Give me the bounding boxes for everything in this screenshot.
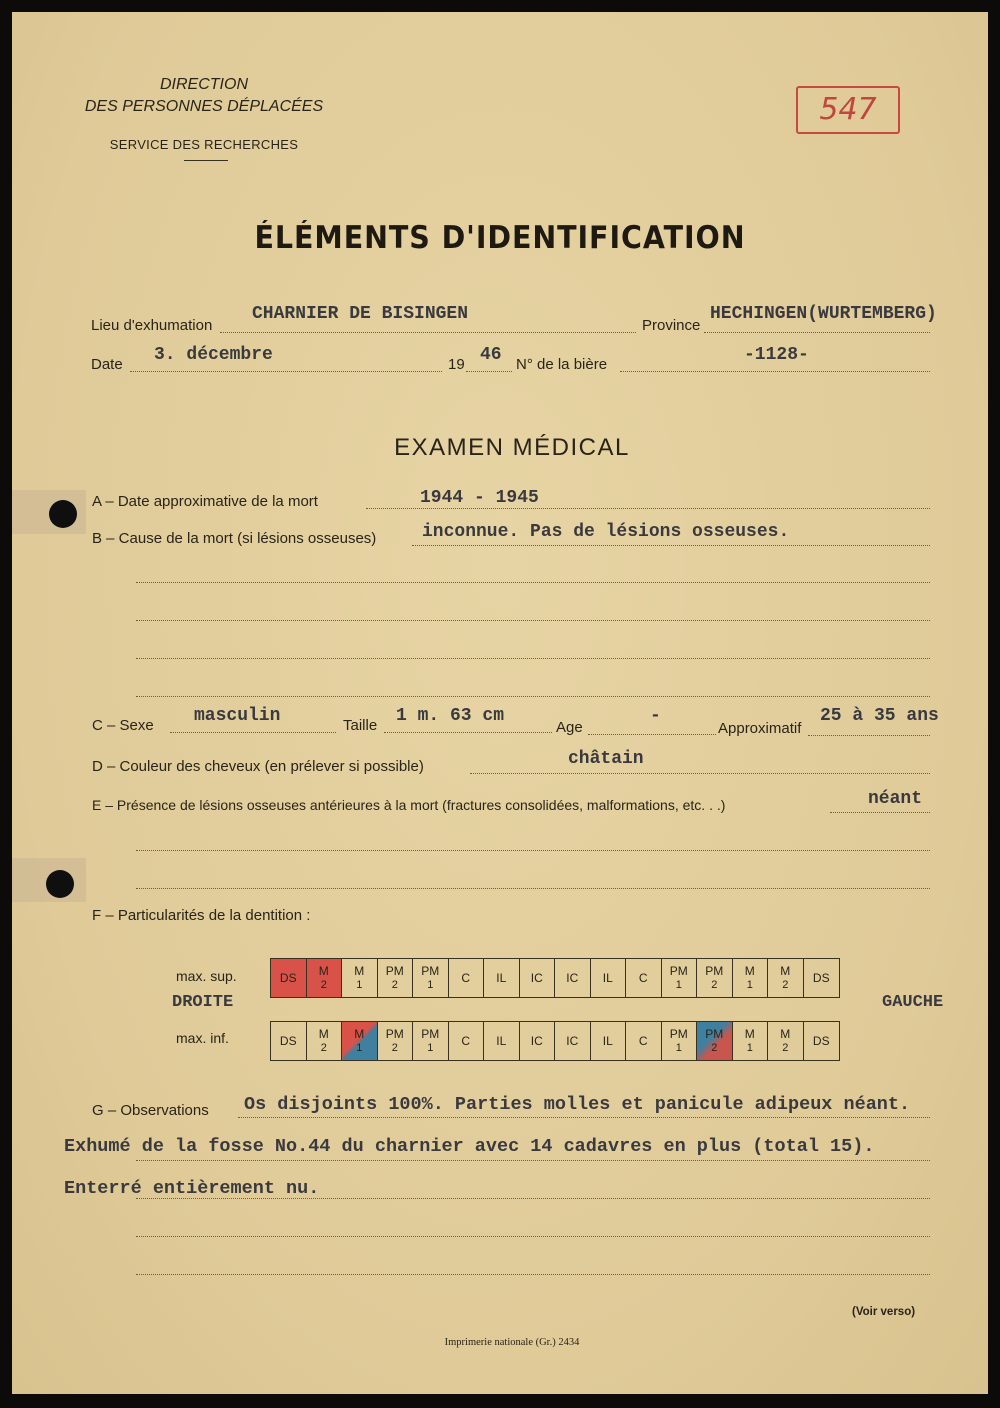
tooth-type: PM <box>385 964 404 978</box>
dotted-line <box>136 1274 930 1275</box>
tooth-number: 2 <box>782 979 789 991</box>
punch-hole <box>46 870 74 898</box>
tooth-type: PM <box>705 964 724 978</box>
section-title: EXAMEN MÉDICAL <box>394 434 630 461</box>
tooth-number: 1 <box>356 1042 363 1054</box>
tooth-type: M <box>354 964 365 978</box>
tooth-number: 2 <box>320 1042 327 1054</box>
tooth-type: PM <box>385 1027 404 1041</box>
tooth-number: 1 <box>675 979 682 991</box>
voir-verso: (Voir verso) <box>852 1306 916 1318</box>
tooth-cell <box>342 1022 378 1060</box>
max-sup-label: max. sup. <box>176 968 237 984</box>
dotted-line <box>136 850 930 851</box>
tooth-number: 1 <box>746 979 753 991</box>
date-value: 3. décembre <box>154 345 273 365</box>
tooth-cell <box>271 1022 307 1060</box>
tooth-type: C <box>461 1034 471 1048</box>
max-inf-label: max. inf. <box>176 1030 229 1046</box>
tooth-cell <box>484 959 520 997</box>
tooth-type: IL <box>602 971 613 985</box>
upper-teeth-chart <box>270 958 840 998</box>
tooth-cell <box>449 1022 485 1060</box>
tooth-cell <box>804 959 840 997</box>
year-prefix: 19 <box>448 356 465 373</box>
tooth-cell <box>697 959 733 997</box>
header-direction: DIRECTION <box>160 76 248 93</box>
dotted-line <box>466 371 512 372</box>
dotted-line <box>470 773 930 774</box>
d-value: châtain <box>568 749 644 769</box>
tooth-cell <box>484 1022 520 1060</box>
dotted-line <box>136 658 930 659</box>
age-value: - <box>650 706 661 726</box>
taille-label: Taille <box>343 717 378 734</box>
dotted-line <box>220 332 636 333</box>
observation-line-1: Os disjoints 100%. Parties molles et panicule adipeux néant. <box>244 1094 911 1115</box>
lower-teeth-chart <box>270 1021 840 1061</box>
dotted-line <box>412 545 930 546</box>
tooth-type: IC <box>530 1034 543 1048</box>
tooth-cell <box>697 1022 733 1060</box>
approx-value: 25 à 35 ans <box>820 706 939 726</box>
tooth-type: M <box>318 964 329 978</box>
tooth-type: M <box>354 1027 365 1041</box>
tooth-number: 2 <box>711 1042 718 1054</box>
tooth-type: M <box>780 1027 791 1041</box>
dotted-line <box>366 508 930 509</box>
tooth-cell <box>555 1022 591 1060</box>
biere-label: N° de la bière <box>516 356 608 373</box>
tooth-cell <box>626 959 662 997</box>
tooth-number: 1 <box>356 979 363 991</box>
tooth-number: 2 <box>391 979 398 991</box>
tooth-cell <box>804 1022 840 1060</box>
gauche-label: GAUCHE <box>882 993 944 1012</box>
tooth-cell <box>307 1022 343 1060</box>
tooth-cell <box>413 959 449 997</box>
file-number-stamp: 547 <box>796 86 900 134</box>
tooth-type: M <box>744 964 755 978</box>
d-label: D – Couleur des cheveux (en prélever si possible) <box>92 758 424 775</box>
tooth-type: IL <box>496 971 507 985</box>
tooth-cell <box>413 1022 449 1060</box>
dotted-line <box>136 582 930 583</box>
observation-line-3: Enterré entièrement nu. <box>64 1178 320 1199</box>
tooth-cell <box>768 1022 804 1060</box>
taille-value: 1 m. 63 cm <box>396 706 505 726</box>
approx-label: Approximatif <box>718 720 802 737</box>
tooth-type: PM <box>421 964 440 978</box>
tooth-type: C <box>461 971 471 985</box>
date-label: Date <box>91 356 123 373</box>
tooth-number: 1 <box>427 979 434 991</box>
dotted-line <box>808 735 930 736</box>
dotted-line <box>238 1117 930 1118</box>
dotted-line <box>136 1198 930 1199</box>
tooth-cell <box>662 1022 698 1060</box>
tooth-cell <box>520 959 556 997</box>
b-value: inconnue. Pas de lésions osseuses. <box>422 522 790 542</box>
dotted-line <box>136 1160 930 1161</box>
b-label: B – Cause de la mort (si lésions osseuses) <box>92 530 377 547</box>
tooth-type: PM <box>705 1027 724 1041</box>
dotted-line <box>136 620 930 621</box>
tooth-cell <box>520 1022 556 1060</box>
tooth-cell <box>307 959 343 997</box>
tooth-cell <box>378 959 414 997</box>
tooth-number: 2 <box>711 979 718 991</box>
lieu-label: Lieu d'exhumation <box>91 317 213 334</box>
dotted-line <box>830 812 930 813</box>
tooth-number: 2 <box>320 979 327 991</box>
droite-label: DROITE <box>172 993 234 1012</box>
tooth-cell <box>449 959 485 997</box>
tooth-number: 1 <box>427 1042 434 1054</box>
sexe-value: masculin <box>194 706 281 726</box>
tooth-type: IC <box>530 971 543 985</box>
lieu-value: CHARNIER DE BISINGEN <box>252 304 469 324</box>
tooth-type: PM <box>421 1027 440 1041</box>
tooth-type: C <box>638 1034 648 1048</box>
tooth-type: C <box>638 971 648 985</box>
tooth-number: 1 <box>675 1042 682 1054</box>
header-service: SERVICE DES RECHERCHES <box>109 137 299 152</box>
header-department: DES PERSONNES DÉPLACÉES <box>84 98 324 115</box>
tooth-cell <box>591 959 627 997</box>
a-value: 1944 - 1945 <box>420 488 539 508</box>
a-label: A – Date approximative de la mort <box>92 493 318 510</box>
tooth-type: IC <box>566 971 579 985</box>
age-label: Age <box>556 719 583 736</box>
observation-line-2: Exhumé de la fosse No.44 du charnier avec 14 cadavres en plus (total 15). <box>64 1136 875 1157</box>
tooth-number: 2 <box>391 1042 398 1054</box>
header-rule <box>184 160 228 161</box>
c-label: C – Sexe <box>92 717 154 734</box>
tooth-type: IL <box>602 1034 613 1048</box>
e-label: E – Présence de lésions osseuses antérieures à la mort (fractures consolidées, malformations, etc. . .) <box>92 797 726 813</box>
tooth-type: M <box>318 1027 329 1041</box>
tooth-type: DS <box>279 1034 297 1048</box>
tooth-cell <box>271 959 307 997</box>
tooth-type: DS <box>812 1034 830 1048</box>
dotted-line <box>136 696 930 697</box>
tooth-type: DS <box>812 971 830 985</box>
e-value: néant <box>868 789 923 809</box>
dotted-line <box>620 371 930 372</box>
tooth-cell <box>555 959 591 997</box>
tooth-cell <box>768 959 804 997</box>
tooth-type: IC <box>566 1034 579 1048</box>
page-title: ÉLÉMENTS D'IDENTIFICATION <box>254 220 746 256</box>
tooth-cell <box>733 1022 769 1060</box>
biere-value: -1128- <box>744 345 809 365</box>
tooth-cell <box>733 959 769 997</box>
printer-imprint: Imprimerie nationale (Gr.) 2434 <box>444 1337 580 1348</box>
punch-hole <box>49 500 77 528</box>
tooth-number: 2 <box>782 1042 789 1054</box>
dotted-line <box>136 888 930 889</box>
tooth-type: IL <box>496 1034 507 1048</box>
f-label: F – Particularités de la dentition : <box>92 907 311 924</box>
dotted-line <box>704 332 930 333</box>
tooth-cell <box>378 1022 414 1060</box>
year-value: 46 <box>480 345 502 365</box>
tooth-cell <box>626 1022 662 1060</box>
dotted-line <box>384 732 552 733</box>
dotted-line <box>130 371 442 372</box>
tooth-type: M <box>780 964 791 978</box>
form-sheet <box>12 12 988 1394</box>
tooth-cell <box>662 959 698 997</box>
tooth-cell <box>342 959 378 997</box>
dotted-line <box>588 734 716 735</box>
g-label: G – Observations <box>92 1102 209 1119</box>
tooth-type: M <box>744 1027 755 1041</box>
dotted-line <box>170 732 336 733</box>
tooth-cell <box>591 1022 627 1060</box>
tooth-type: DS <box>279 971 297 985</box>
dotted-line <box>136 1236 930 1237</box>
tooth-type: PM <box>669 1027 688 1041</box>
province-label: Province <box>642 317 701 334</box>
province-value: HECHINGEN(WURTEMBERG) <box>710 304 937 324</box>
tooth-type: PM <box>669 964 688 978</box>
tooth-number: 1 <box>746 1042 753 1054</box>
